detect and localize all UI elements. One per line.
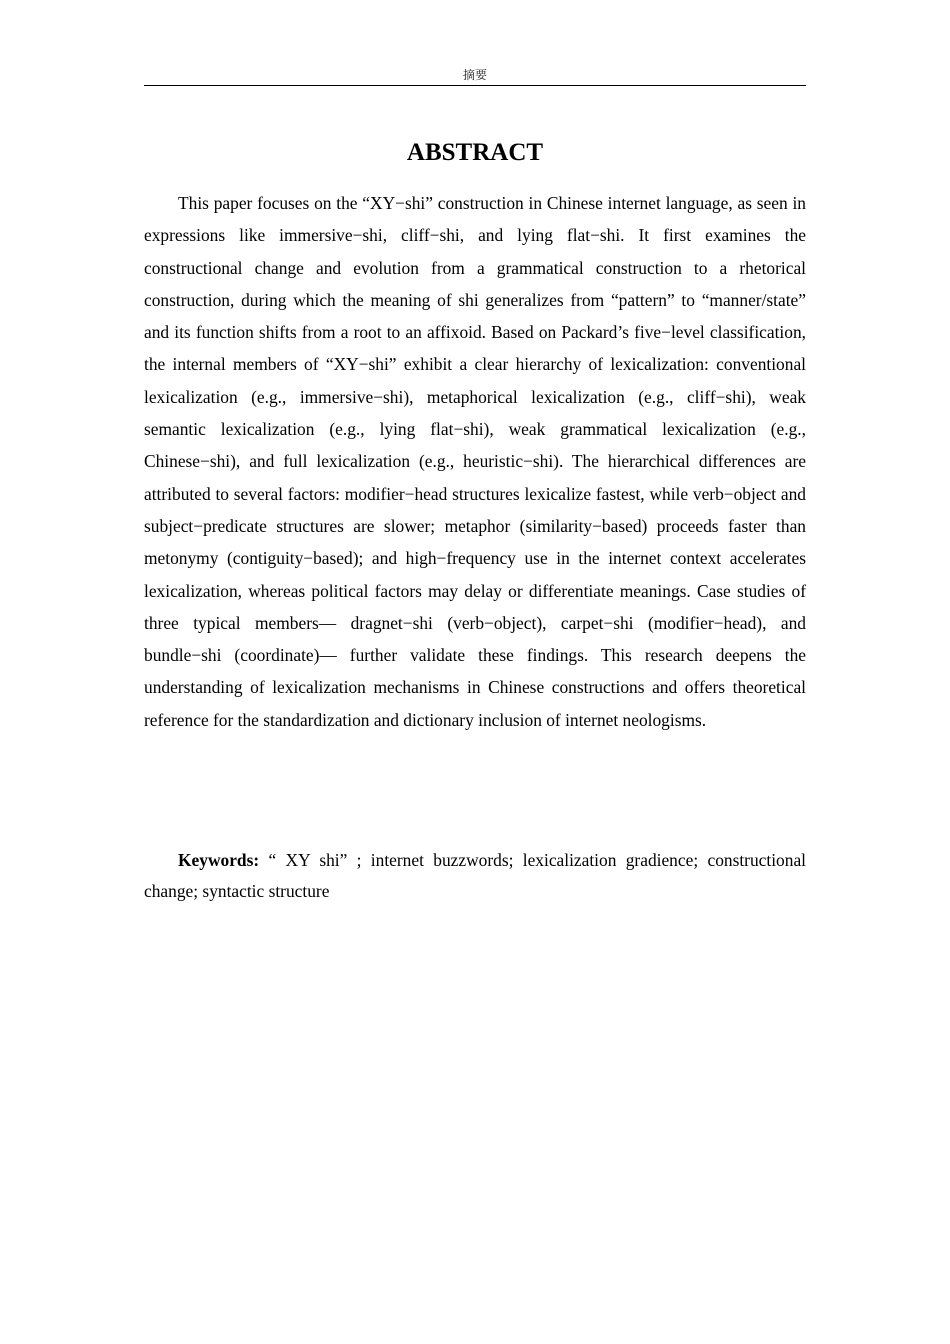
keywords-list: “ XY shi” ; internet buzzwords; lexicalization gradience; constructional change; syntactic structure (144, 850, 806, 901)
header-divider (144, 85, 806, 86)
keywords-label: Keywords: (178, 850, 260, 870)
abstract-title: ABSTRACT (406, 139, 544, 166)
keywords-paragraph (144, 845, 806, 907)
abstract-paragraph: This paper focuses on the “XY−shi” construction in Chinese internet language, as seen in expressions like immersive−shi, cliff−shi, and lying flat−shi. It first examines the constructional change and evolution from a grammatical construction to a rhetorical construction, during which the meaning of shi generalizes from “pattern” to “manner/state” and its function shifts from a root to an affixoid. Based on Packard’s five−level classification, the internal members of “XY−shi” exhibit a clear hierarchy of lexicalization: conventional lexicalization (e.g., immersive−shi), metaphorical lexicalization (e.g., cliff−shi), weak semantic lexicalization (e.g., lying flat−shi), weak grammatical lexicalization (e.g., Chinese−shi), and full lexicalization (e.g., heuristic−shi). The hierarchical differences are attributed to several factors: modifier−head structures lexicalize fastest, while verb−object and subject−predicate structures are slower; metaphor (similarity−based) proceeds faster than metonymy (contiguity−based); and high−frequency use in the internet context accelerates lexicalization, whereas political factors may delay or differentiate meanings. Case studies of three typical members— dragnet−shi (verb−object), carpet−shi (modifier−head), and bundle−shi (coordinate)— further validate these findings. This research deepens the understanding of lexicalization mechanisms in Chinese constructions and offers theoretical reference for the standardization and dictionary inclusion of internet neologisms. (144, 193, 806, 730)
running-header: 摘要 (462, 68, 487, 82)
